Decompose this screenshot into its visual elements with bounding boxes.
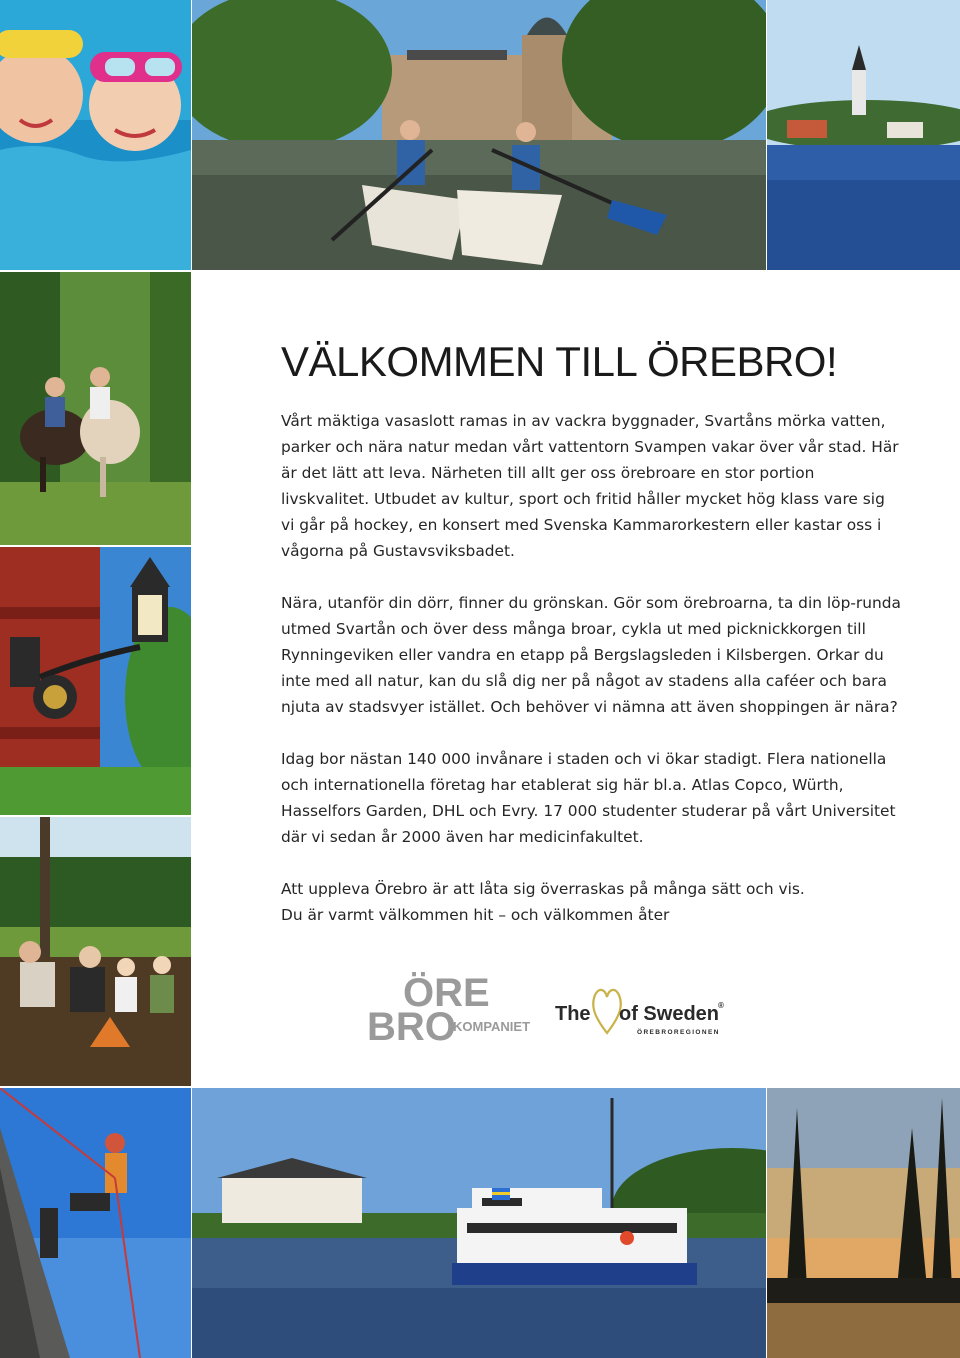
paragraph-intro <box>281 408 901 564</box>
paragraph-closing <box>281 876 901 928</box>
logo-text: ÖRE <box>403 971 490 1015</box>
logo-text: The <box>555 1003 591 1025</box>
photo-horse-riding <box>0 272 191 545</box>
paragraph-text: Idag bor nästan 140 000 invånare i staden och vi ökar stadigt. Flera nationella och internationella företag har etablerat sig här bl.a. Atlas Copco, Würth, Hasselfors Garden, DHL och Evry. 17 000 studenter studerar på vårt Universitet där vi sedan år 2000 även har medicinfakultet. <box>281 750 896 846</box>
photo-ferry-manor <box>192 1088 766 1358</box>
paragraph-nature <box>281 590 901 720</box>
photo-rock-climbing <box>0 1088 191 1358</box>
photo-canoes-castle <box>192 0 766 270</box>
logo-text: KOMPANIET <box>453 1019 531 1034</box>
paragraph-text: Vårt mäktiga vasaslott ramas in av vackra byggnader, Svartåns mörka vatten, parker och nära natur medan vårt vattentorn Svampen vakar över vår stad. Här är det lätt att leva. Närheten till allt ger oss örebroare en stor portion livskvalitet. Utbudet av kultur, sport och fritid håller mycket hög klass vare sig vi går på hockey, en konsert med Svenska Kammarorkestern eller kastar oss i vågorna på Gustavsviksbadet. <box>281 412 899 560</box>
photo-lantern-red-house <box>0 547 191 815</box>
logo-row <box>365 971 745 1055</box>
photo-sunset-forest <box>767 1088 960 1358</box>
logo-text: BRO <box>367 1005 456 1049</box>
paragraph-population <box>281 746 901 850</box>
paragraph-text: Nära, utanför din dörr, finner du grönskan. Gör som örebroarna, ta din löp-runda utmed Svartån och över dess många broar, cykla ut med picknickkorgen till Rynningeviken eller vandra en etapp på Bergslagsleden i Kilsbergen. Orkar du inte med all natur, kan du slå dig ner på något av stadens alla caféer och bara njuta av stadsvyer istället. Och behöver vi nämna att även shoppingen är nära? <box>281 594 901 716</box>
main-content <box>281 338 901 954</box>
photo-lake-church <box>767 0 960 270</box>
photo-kids-swimming <box>0 0 191 270</box>
paragraph-line: Du är varmt välkommen hit – och välkommen åter <box>281 906 670 924</box>
logo-text: ® <box>718 1001 724 1010</box>
logo-text: of Sweden <box>619 1003 720 1025</box>
page-title: VÄLKOMMEN TILL ÖREBRO! <box>281 338 838 385</box>
logo-text: ÖREBROREGIONEN <box>637 1029 720 1036</box>
photo-family-campfire <box>0 817 191 1086</box>
paragraph-line: Att uppleva Örebro är att låta sig överraskas på många sätt och vis. <box>281 880 805 898</box>
orebrokompaniet-logo <box>365 971 531 1050</box>
the-heart-of-sweden-logo <box>555 985 725 1045</box>
